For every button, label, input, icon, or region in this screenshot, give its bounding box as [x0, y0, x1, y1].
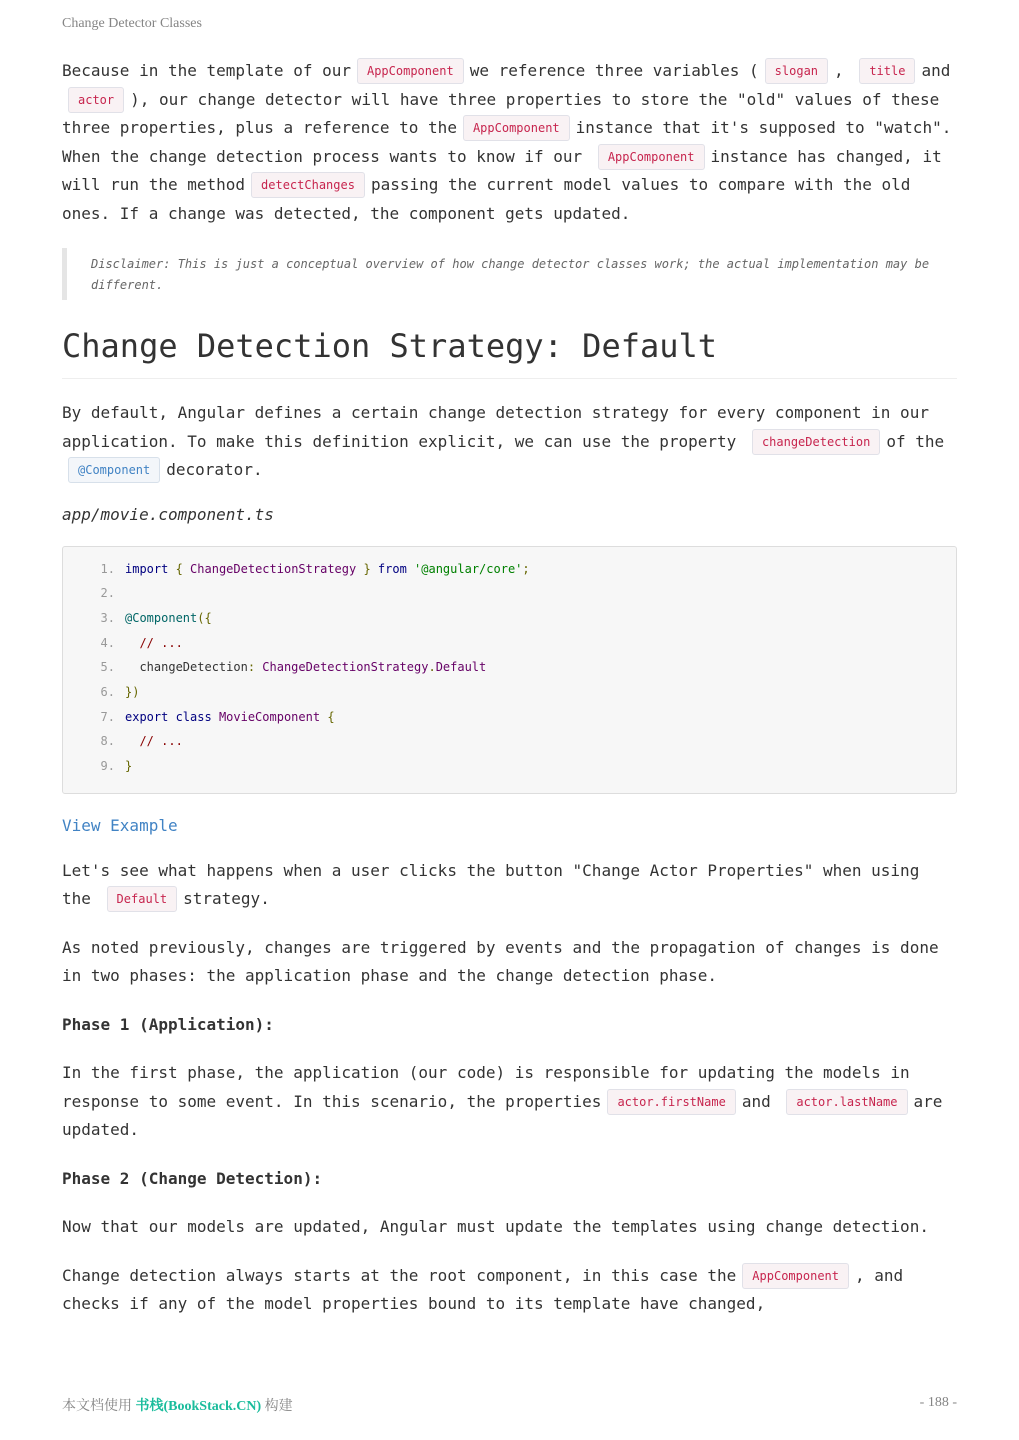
- code-slogan: slogan: [765, 58, 828, 84]
- code-appcomponent: AppComponent: [598, 144, 705, 170]
- phase1-title: Phase 1 (Application):: [62, 1014, 274, 1034]
- code-filename: app/movie.component.ts: [62, 504, 274, 524]
- code-line: 8. // ...: [100, 734, 183, 749]
- code-line: 1. import { ChangeDetectionStrategy } from '@angular/core';: [100, 561, 530, 576]
- code-line: 2.: [100, 586, 115, 601]
- code-line: 7. export class MovieComponent {: [100, 709, 335, 724]
- code-title: title: [859, 58, 915, 84]
- paragraph-change-detector-properties: Because in the template of our AppComponent we reference three variables ( slogan , title andactor ), our change detector will have three properties to store the "old" values of these three properties, plus a reference to the AppComponent instance that it's supposed to "watch". When the change detection process wants to know if our AppComponent instance has changed, it will run the method detectChanges passing the current model values to compare with the old ones. If a change was detected, the component gets updated.: [62, 57, 957, 228]
- paragraph-root-component: Change detection always starts at the root component, in this case the AppComponent , and checks if any of the model properties bound to its template have changed,: [62, 1262, 957, 1319]
- section-heading: Change Detection Strategy: Default: [62, 326, 957, 379]
- code-default: Default: [107, 886, 178, 912]
- code-appcomponent: AppComponent: [357, 58, 464, 84]
- paragraph-phase1: In the first phase, the application (our code) is responsible for updating the models in response to some event. In this scenario, the properties actor.firstName and actor.lastName are updated.: [62, 1063, 943, 1140]
- view-example-link[interactable]: View Example: [62, 815, 178, 835]
- phase2-title: Phase 2 (Change Detection):: [62, 1168, 323, 1188]
- code-appcomponent: AppComponent: [742, 1263, 849, 1289]
- code-component-decorator: @Component: [68, 457, 160, 483]
- paragraph-user-clicks: Let's see what happens when a user clicks the button "Change Actor Properties" when using the Default strategy.: [62, 857, 957, 914]
- code-detectchanges: detectChanges: [251, 172, 365, 198]
- code-block: [62, 546, 957, 794]
- code-actor-firstname: actor.firstName: [607, 1089, 735, 1115]
- bookstack-link[interactable]: 书栈(BookStack.CN): [135, 1399, 262, 1414]
- running-header: Change Detector Classes: [62, 16, 202, 31]
- paragraph-two-phases: As noted previously, changes are triggered by events and the propagation of changes is done in two phases: the application phase and the change detection phase.: [62, 937, 939, 986]
- page-content: [62, 57, 957, 1339]
- paragraph-default-strategy: By default, Angular defines a certain change detection strategy for every component in our application. To make this definition explicit, we can use the property changeDetection of the@Component decorator.: [62, 399, 957, 485]
- code-actor-lastname: actor.lastName: [786, 1089, 907, 1115]
- code-actor: actor: [68, 87, 124, 113]
- code-line: 5. changeDetection: ChangeDetectionStrategy.Default: [100, 660, 487, 675]
- code-line: 4. // ...: [100, 635, 183, 650]
- code-line: 9. }: [100, 759, 133, 773]
- code-appcomponent: AppComponent: [463, 115, 570, 141]
- footer-credit: 本文档使用 书栈(BookStack.CN) 构建: [62, 1399, 293, 1414]
- code-changedetection: changeDetection: [752, 429, 880, 455]
- code-line: 3. @Component({: [100, 610, 212, 625]
- paragraph-phase2: Now that our models are updated, Angular must update the templates using change detection.: [62, 1217, 929, 1237]
- page-number: - 188 -: [919, 1395, 957, 1410]
- code-line: 6. }): [100, 684, 140, 699]
- disclaimer-blockquote: Disclaimer: This is just a conceptual overview of how change detector classes work; the actual implementation may be different.: [62, 248, 957, 300]
